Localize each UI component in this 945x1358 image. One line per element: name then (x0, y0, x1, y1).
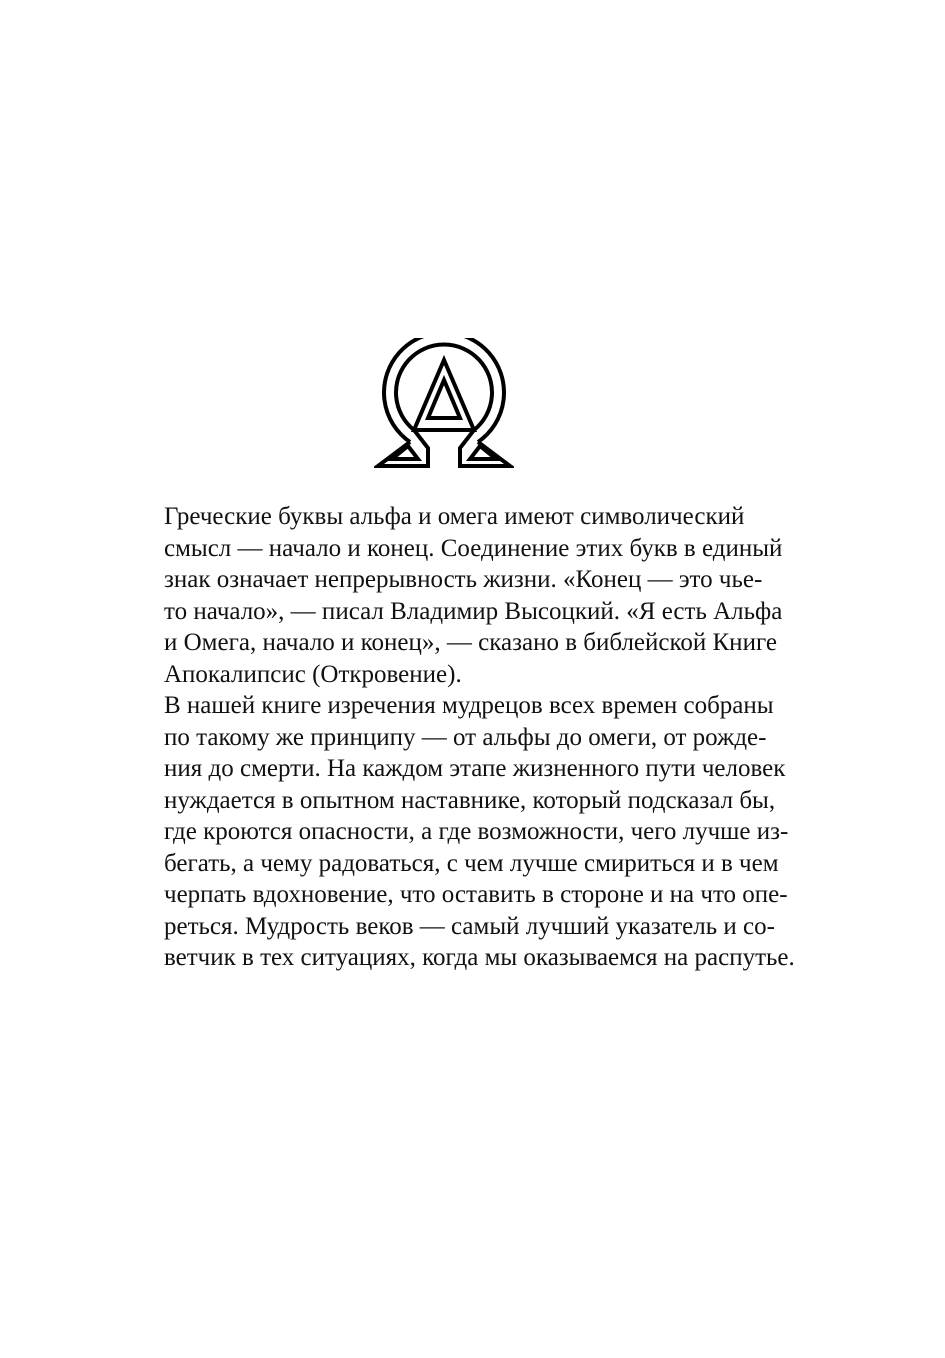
text-line: знак означает непрерывность жизни. «Конец — это чье- (164, 566, 763, 593)
text-line: Апокалипсис (Откровение). (164, 660, 462, 688)
text-line: смысл — начало и конец. Соединение этих букв в единый (164, 534, 783, 562)
text-line: ветчик в тех ситуациях, когда мы оказываемся на распутье. (164, 944, 795, 971)
body-text (164, 501, 795, 974)
text-line: ния до смерти. На каждом этапе жизненного пути человек (164, 755, 786, 782)
alpha-omega-icon (374, 338, 514, 468)
text-line: где кроются опасности, а где возможности, чего лучше из- (164, 818, 789, 845)
text-line: черпать вдохновение, что оставить в стороне и на что опе- (164, 881, 788, 908)
text-line: реться. Мудрость веков — самый лучший указатель и со- (164, 912, 775, 940)
text-line: нуждается в опытном наставнике, который подсказал бы, (164, 786, 776, 814)
text-line: Греческие буквы альфа и омега имеют символический (164, 503, 745, 530)
text-line: и Омега, начало и конец», — сказано в библейской Книге (164, 629, 777, 656)
text-line: бегать, а чему радоваться, с чем лучше смириться и в чем (164, 849, 779, 877)
text-line: В нашей книге изречения мудрецов всех времен собраны (164, 692, 774, 719)
text-line: то начало», — писал Владимир Высоцкий. «Я есть Альфа (164, 597, 783, 625)
text-line: по такому же принципу — от альфы до омеги, от рожде- (164, 723, 767, 751)
